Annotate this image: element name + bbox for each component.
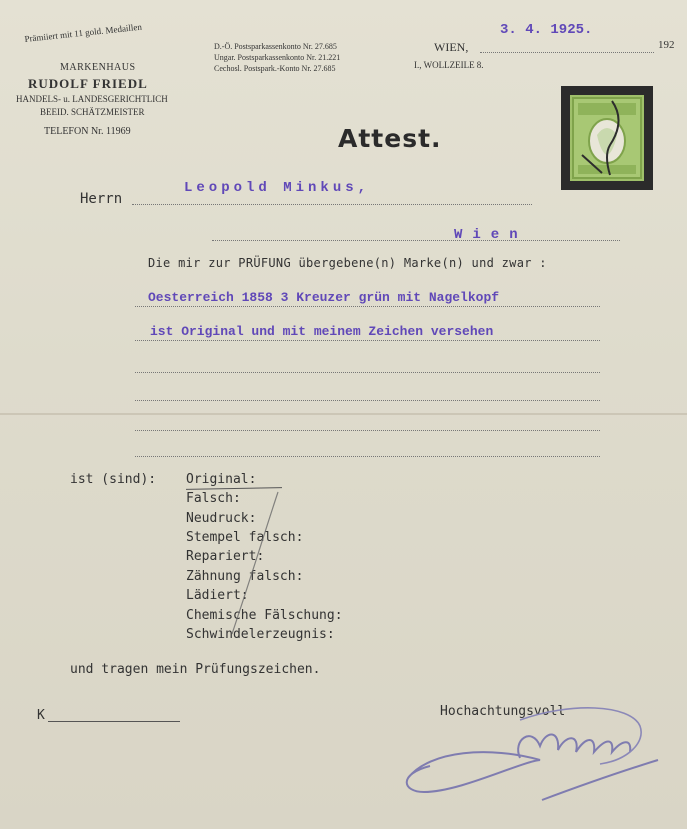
- recipient-line: [132, 204, 532, 205]
- k-label: K: [37, 708, 45, 723]
- verdict-option-falsch: Falsch:: [186, 491, 241, 506]
- typed-date: 3. 4. 1925.: [500, 22, 593, 38]
- description-rule-3: [135, 372, 600, 373]
- medal-line: Prämiiert mit 11 gold. Medaillen: [24, 21, 143, 44]
- k-line: [48, 721, 180, 722]
- recipient-city-line: [212, 240, 620, 241]
- verdict-option-laediert: Lädiert:: [186, 588, 249, 603]
- recipient-label: Herrn: [80, 191, 123, 207]
- handwritten-signature: [400, 700, 670, 820]
- date-line: [480, 52, 654, 53]
- verdict-option-chemische-faelschung: Chemische Fälschung:: [186, 608, 343, 623]
- verdict-option-original: Original:: [186, 472, 257, 487]
- pencil-strike-mark: [220, 488, 290, 638]
- owner-name: RUDOLF FRIEDL: [28, 76, 148, 91]
- description-line-1: Oesterreich 1858 3 Kreuzer grün mit Nagelkopf: [148, 290, 500, 305]
- verdict-option-schwindelerzeugnis: Schwindelerzeugnis:: [186, 627, 335, 642]
- verdict-option-stempel-falsch: Stempel falsch:: [186, 530, 304, 545]
- verdict-option-zaehnung-falsch: Zähnung falsch:: [186, 569, 304, 584]
- document-title: Attest.: [338, 124, 442, 153]
- intro-text: Die mir zur PRÜFUNG übergebene(n) Marke(n) und zwar :: [148, 256, 547, 270]
- description-rule-4: [135, 400, 600, 401]
- recipient-name: Leopold Minkus,: [184, 180, 371, 196]
- closing-text: und tragen mein Prüfungszeichen.: [70, 662, 321, 677]
- description-rule-2: [135, 340, 600, 341]
- bank-account-3: Cechosl. Postspark.-Konto Nr. 27.685: [214, 64, 336, 73]
- city-label: WIEN,: [434, 40, 469, 54]
- title-line-1: HANDELS- u. LANDESGERICHTLICH: [16, 94, 168, 104]
- description-rule-5: [135, 430, 600, 431]
- company-type: MARKENHAUS: [60, 62, 136, 73]
- title-line-2: BEEID. SCHÄTZMEISTER: [40, 107, 145, 117]
- greeting: Hochachtungsvoll: [440, 704, 566, 719]
- description-line-2: ist Original und mit meinem Zeichen versehen: [150, 324, 494, 339]
- bank-account-2: Ungar. Postsparkassenkonto Nr. 21.221: [214, 53, 341, 62]
- bank-account-1: D.-Ö. Postsparkassenkonto Nr. 27.685: [214, 42, 337, 51]
- year-suffix: 192: [658, 39, 675, 51]
- verdict-option-repariert: Repariert:: [186, 549, 265, 564]
- description-rule-6: [135, 456, 600, 457]
- phone-number: TELEFON Nr. 11969: [44, 126, 131, 137]
- description-rule-1: [135, 306, 600, 307]
- stamp-image: [570, 95, 644, 181]
- postage-stamp: [561, 86, 653, 190]
- paper-fold: [0, 413, 687, 415]
- recipient-city: Wien: [454, 227, 528, 243]
- verdict-option-neudruck: Neudruck:: [186, 511, 257, 526]
- verdict-label: ist (sind):: [70, 472, 157, 487]
- street-address: I., WOLLZEILE 8.: [414, 60, 484, 70]
